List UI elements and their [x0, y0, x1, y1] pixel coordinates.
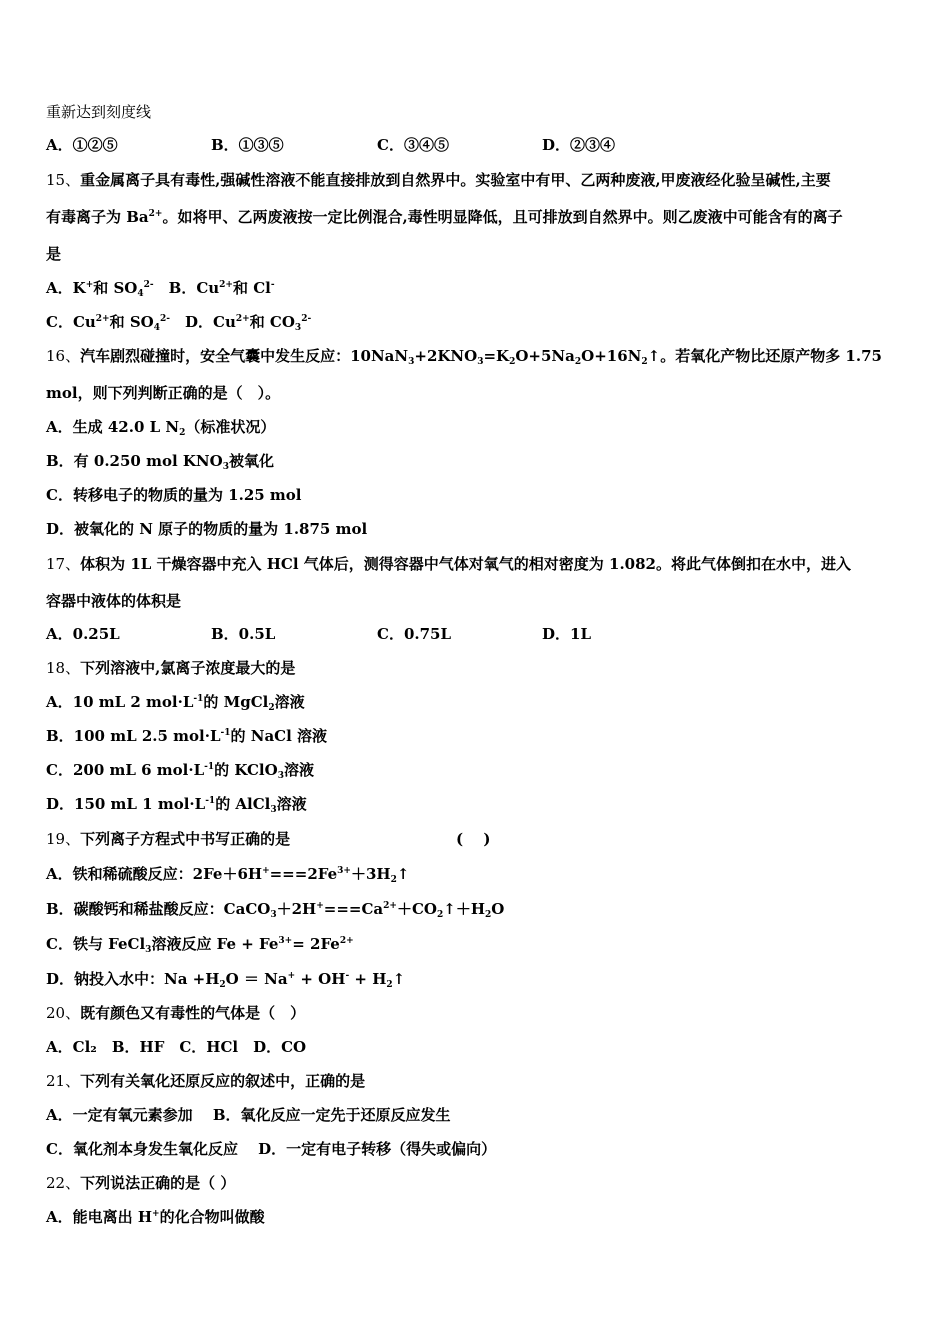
q18-line-1: 18、下列溶液中,氯离子浓度最大的是 [46, 659, 296, 677]
q18-option-d: D．150 mL 1 $mol\cdot L^{-1}$的 AlCl$_3$溶液 [46, 795, 307, 815]
q20-line-1: 20、既有颜色又有毒性的气体是（ ） [46, 1004, 306, 1022]
q16-option-a: A．生成 42.0 L $N_2$（标准状况） [46, 418, 276, 438]
q14-options [46, 135, 906, 155]
q19-option-d: D．钠投入水中：$Na +H_2O = Na^+ + OH^-$ + $H_2↑$ [46, 970, 406, 990]
q17-option-d: D．1L [542, 625, 591, 643]
q19-option-c: C．铁与 FeCl$_3$溶液反应 $Fe + Fe^{3+}= 2Fe^{2+}$ [46, 935, 354, 955]
q15-options-ab: A．K+和 $SO_4^{2-}$ B．$Cu^{2+}$和 Cl- [46, 279, 275, 299]
q14-option-c: C．③④⑤ [377, 136, 449, 154]
q17-option-b: B．0.5L [211, 625, 276, 643]
q15-line-1: 15、重金属离子具有毒性,强碱性溶液不能直接排放到自然界中。实验室中有甲、乙两种废液,甲废液经化验呈碱性,主要 [46, 171, 831, 189]
q18-option-b: B．100 mL 2.5 $mol\cdot L^{-1}$的 NaCl 溶液 [46, 727, 328, 745]
q17-option-a: A．0.25L [46, 625, 120, 643]
q19-line-1: 19、下列离子方程式中书写正确的是 ( ) [46, 830, 491, 848]
q14-option-d: D．②③④ [542, 136, 616, 154]
q17-line-1: 17、体积为 1L 干燥容器中充入 HCl 气体后，测得容器中气体对氧气的相对密度为 1.082。将此气体倒扣在水中，进入 [46, 555, 851, 573]
q15-line-2: 有毒离子为 $Ba^{2+}$。如将甲、乙两废液按一定比例混合,毒性明显降低，且可排放到自然界中。则乙废液中可能含有的离子 [46, 208, 843, 226]
q22-option-a: A．能电离出 H+的化合物叫做酸 [46, 1208, 265, 1226]
q21-options-ab: A．一定有氧元素参加 B．氧化反应一定先于还原反应发生 [46, 1106, 451, 1124]
q16-option-c: C．转移电子的物质的量为 1.25 mol [46, 486, 302, 504]
q20-options: A．Cl₂ B．HF C．HCl D．CO [46, 1038, 307, 1056]
q19-answer-paren: ( ) [456, 830, 491, 848]
q16-option-d: D．被氧化的 N 原子的物质的量为 1.875 mol [46, 520, 368, 538]
q18-option-a: A．10 mL 2 $mol\cdot L^{-1}$的 MgCl$_2$溶液 [46, 693, 305, 713]
q19-option-a: A．铁和稀硫酸反应：$2Fe+6H^+===2Fe^{3+}+3H_2↑$ [46, 865, 410, 885]
continuation-line: 重新达到刻度线 [46, 103, 152, 121]
q18-option-c: C．200 mL 6 $mol\cdot L^{-1}$的 KClO$_3$溶液 [46, 761, 314, 781]
q16-option-b: B．有 0.250 mol $KNO_3$被氧化 [46, 452, 274, 472]
q19-option-b: B．碳酸钙和稀盐酸反应：$CaCO_3+2H^+===Ca^{2+}+CO_2↑+H_2O$ [46, 900, 505, 920]
q15-line-3: 是 [46, 245, 62, 263]
q14-option-a: A．①②⑤ [46, 136, 118, 154]
q16-line-1: 16、汽车剧烈碰撞时，安全气囊中发生反应：$10NaN_3+2KNO_3=K_2O+5Na_2O+16N_2↑$。若氧化产物比还原产物多 1.75 [46, 347, 882, 367]
q17-line-2: 容器中液体的体积是 [46, 592, 182, 610]
q14-option-b: B．①③⑤ [211, 136, 284, 154]
q17-options [46, 624, 906, 644]
q21-line-1: 21、下列有关氧化还原反应的叙述中，正确的是 [46, 1072, 366, 1090]
q22-line-1: 22、下列说法正确的是（ ） [46, 1174, 236, 1192]
q15-options-cd: C．$Cu^{2+}$和 $SO_4^{2-}$ D．$Cu^{2+}$和 $CO_3^{2-}$ [46, 313, 312, 333]
q16-line-2: mol，则下列判断正确的是（ ）。 [46, 384, 281, 402]
q17-option-c: C．0.75L [377, 625, 452, 643]
q21-options-cd: C．氧化剂本身发生氧化反应 D．一定有电子转移（得失或偏向） [46, 1140, 497, 1158]
